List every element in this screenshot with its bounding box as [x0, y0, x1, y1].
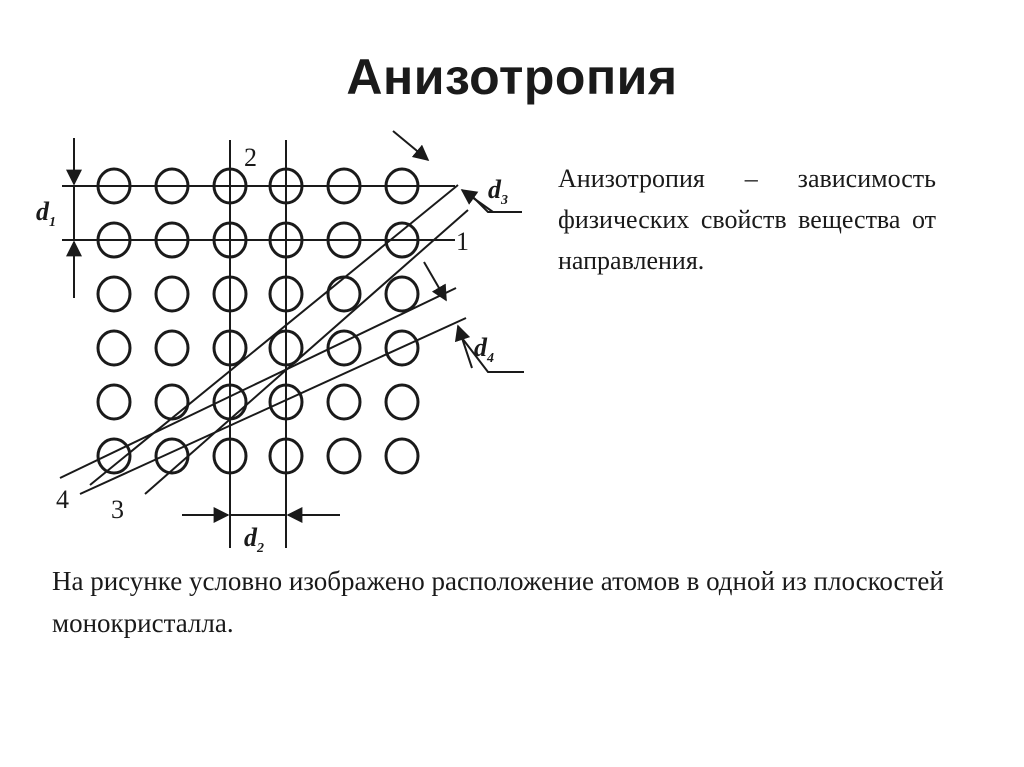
- d4-arrow-top: [424, 262, 446, 300]
- atom: [386, 277, 418, 311]
- atom: [98, 385, 130, 419]
- atom-grid: [98, 169, 418, 473]
- atom: [386, 439, 418, 473]
- line-label-2: 2: [244, 143, 257, 172]
- distance-label-d4: $d_4$: [474, 333, 494, 366]
- atom: [328, 439, 360, 473]
- atom: [328, 277, 360, 311]
- atom: [156, 277, 188, 311]
- distance-label-d2: $d_2$: [244, 523, 264, 556]
- definition-text: Анизотропия – зависимость физических свойств вещества от направления.: [558, 164, 936, 275]
- distance-label-d1: $d_1$: [36, 197, 56, 230]
- line-label-3: 3: [111, 495, 124, 524]
- atom: [98, 277, 130, 311]
- line-label-1: 1: [456, 227, 469, 256]
- atom: [156, 385, 188, 419]
- atom: [98, 331, 130, 365]
- diagonal-line-3b: [145, 210, 468, 494]
- distance-label-d3: $d_3$: [488, 175, 508, 208]
- figure-caption: На рисунке условно изображено расположение атомов в одной из плоскостей монокристалла.: [52, 566, 944, 638]
- d3-arrow-top: [393, 131, 428, 160]
- atom: [156, 331, 188, 365]
- line-label-4: 4: [56, 485, 69, 514]
- slide-title: Анизотропия: [346, 49, 678, 105]
- atom: [386, 385, 418, 419]
- atom: [156, 439, 188, 473]
- atom: [328, 385, 360, 419]
